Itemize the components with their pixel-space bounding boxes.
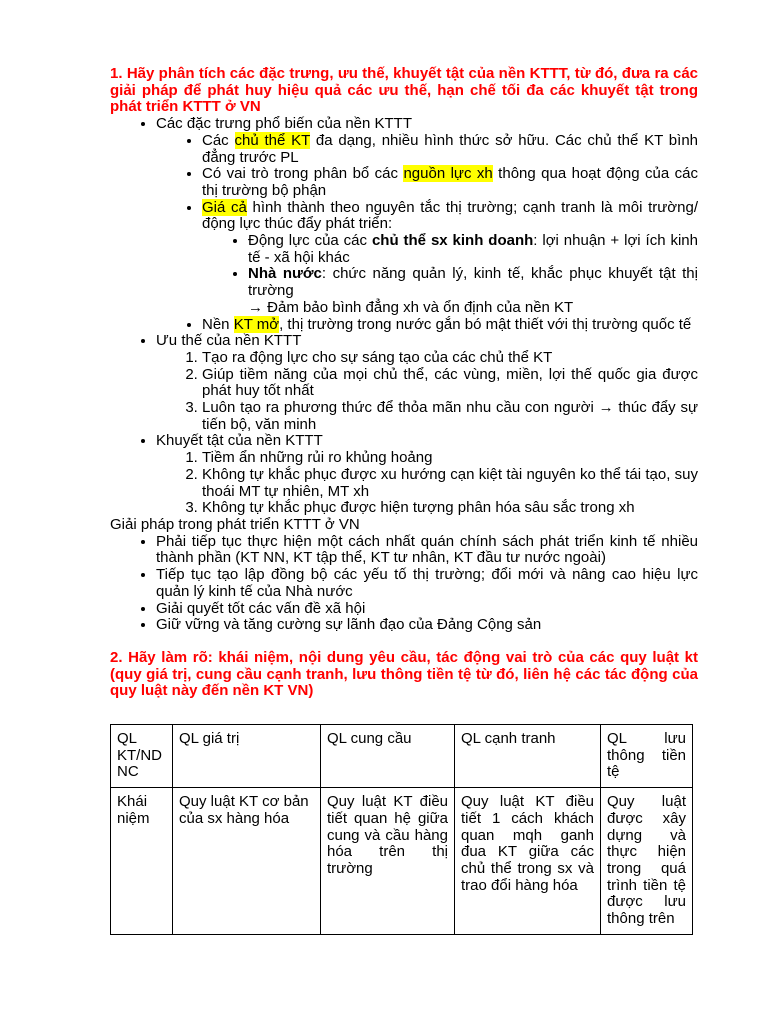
feature-3a-text-b: : lợi nhuận + lợi ích kinh tế - xã hội khác [248,232,698,266]
feature-3b-text: : chức năng quản lý, kinh tế, khắc phục khuyết tật thị trường [248,265,698,300]
feature-3b-bold: Nhà nước [248,265,322,283]
table-header-cell: QL cung cầu [321,725,455,788]
table-cell: Quy luật được xây dựng và thực hiện trong quá trình tiền tệ được lưu thông trên [601,788,693,935]
table-cell: Quy luật KT điều tiết quan hệ giữa cung và cầu hàng hóa trên thị trường [321,788,455,935]
solutions-heading: Giải pháp trong phát triển KTTT ở VN [110,515,360,533]
feature-3-sublist [202,233,698,300]
advantages-heading: Ưu thế của nền KTTT [156,332,302,350]
feature-4-text-a: Nền [202,315,234,333]
solution-3: • Giải quyết tốt các vấn đề xã hội [156,601,698,618]
feature-4 [202,317,698,334]
advantage-1: 1. Tạo ra động lực cho sự sáng tạo của các chủ thể KT [202,350,698,367]
advantage-2: 2. Giúp tiềm năng của mọi chủ thể, các vùng, miền, lợi thế quốc gia được phát huy tốt nhất [202,367,698,400]
feature-4-text-b: , thị trường trong nước gắn bó mật thiết với thị trường quốc tế [279,315,692,333]
table-row [111,788,693,935]
solution-4: • Giữ vững và tăng cường sự lãnh đạo của Đảng Cộng sản [156,617,698,634]
feature-3-note: → Đảm bảo bình đẳng xh và ổn định của nền KT [248,298,574,316]
defect-2: 2. Không tự khắc phục được xu hướng cạn kiệt tài nguyên ko thể tái tạo, suy thoái MT tự nhiên, MT xh [202,467,698,500]
feature-4-highlight: KT mở [233,315,280,333]
defect-1: 1. Tiềm ẩn những rủi ro khủng hoảng [202,450,698,467]
feature-3 [202,200,698,317]
question-1-list [110,116,698,517]
table-header-row [111,725,693,788]
question-2-title: 2. Hãy làm rõ: khái niệm, nội dung yêu cầu, tác động vai trò của các quy luật kt (quy giá trị, cung cầu cạnh tranh, lưu thông tiền tệ từ đó, liên hệ các tác động của quy luật này đến nền KT VN) [110,648,698,700]
feature-2-text-b: thông qua hoạt động của các thị trường bộ phận [202,165,698,199]
feature-3-highlight: Giá cả [202,198,247,216]
feature-3a-text-a: Động lực của các [248,232,372,250]
table-cell: Quy luật KT điều tiết 1 cách khách quan mqh ganh đua KT giữa các chủ thể trong sx và trao đổi hàng hóa [455,788,601,935]
feature-1-text-a: Các [202,131,235,149]
advantage-3: 3. Luôn tạo ra phương thức để thỏa mãn nhu cầu con người → thúc đẩy sự tiến bộ, văn minh [202,400,698,433]
features-list [156,133,698,333]
advantages-item [156,333,698,433]
table-header-cell: QL lưu thông tiền tệ [601,725,693,788]
table-header-cell: QL cạnh tranh [455,725,601,788]
feature-3a [248,233,698,266]
defects-heading: Khuyết tật của nền KTTT [156,432,323,450]
document-page [110,66,698,935]
solutions-list [110,534,698,634]
feature-1-highlight: chủ thể KT [234,131,311,149]
defect-3: 3. Không tự khắc phục được hiện tượng phân hóa sâu sắc trong xh [202,500,698,517]
feature-2-highlight: nguồn lực xh [403,165,493,183]
features-item [156,116,698,333]
feature-3a-bold: chủ thể sx kinh doanh [371,232,534,250]
solution-2: • Tiếp tục tạo lập đồng bộ các yếu tố thị trường; đổi mới và nâng cao hiệu lực quản lý kinh tế của Nhà nước [156,567,698,600]
feature-3b [248,266,698,299]
table-header-cell: QL giá trị [173,725,321,788]
table-cell: Quy luật KT cơ bản của sx hàng hóa [173,788,321,935]
defects-list [156,450,698,517]
feature-3-text: hình thành theo nguyên tắc thị trường; cạnh tranh là môi trường/động lực thúc đẩy phát triển: [202,198,698,233]
advantages-list [156,350,698,434]
question-1-title: 1. Hãy phân tích các đặc trưng, ưu thế, khuyết tật của nền KTTT, từ đó, đưa ra các giải pháp để phát huy hiệu quả các ưu thế, hạn chế tối đa các khuyết tật trong phát triển KTTT ở VN [110,65,698,116]
features-heading: Các đặc trưng phổ biến của nền KTTT [156,115,413,133]
economic-laws-table [110,724,693,935]
feature-1 [202,133,698,166]
solution-1: • Phải tiếp tục thực hiện một cách nhất quán chính sách phát triển kinh tế nhiều thành phần (KT NN, KT tập thể, KT tư nhân, KT đầu tư nước ngoài) [156,534,698,567]
feature-2-text-a: Có vai trò trong phân bổ các [202,165,404,183]
table-cell: Khái niệm [111,788,173,935]
feature-1-text-b: đa dạng, nhiều hình thức sở hữu. Các chủ thể KT bình đẳng trước PL [202,131,698,166]
table-header-cell: QL KT/ND NC [111,725,173,788]
feature-2 [202,166,698,199]
defects-item [156,433,698,517]
